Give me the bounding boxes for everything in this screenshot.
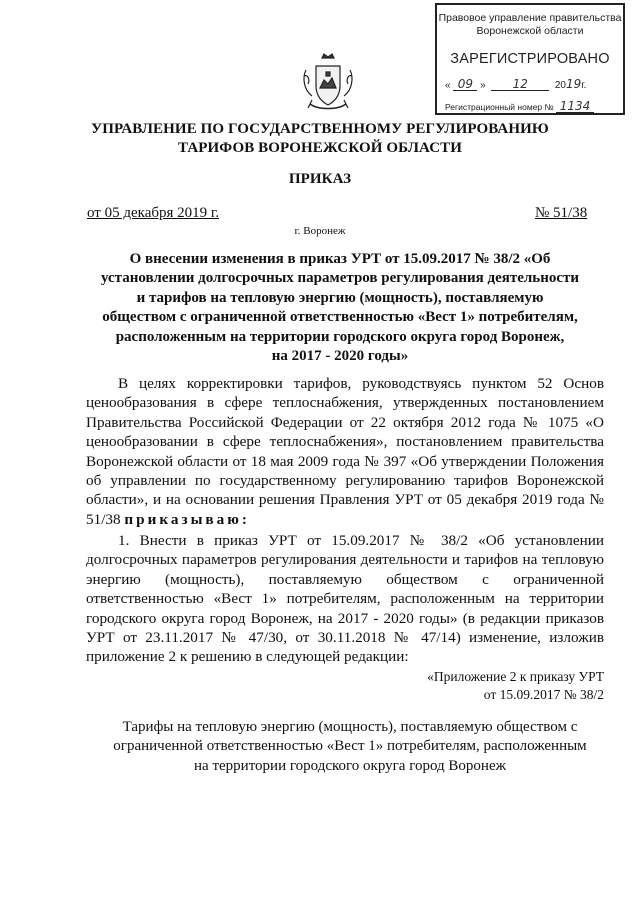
stamp-date-day: 09 (453, 79, 477, 91)
subject-line2: установлении долгосрочных параметров регулирования деятельности (100, 270, 580, 287)
tariffs-line2: ограниченной ответственностью «Вест 1» потребителям, расположенным (113, 738, 587, 755)
stamp-date-prefix: « (445, 80, 451, 91)
stamp-date-month: 12 (491, 79, 549, 91)
tariffs-line3: на территории городского округа город Воронеж (194, 757, 506, 774)
stamp-date-year: 19 (565, 77, 582, 91)
doc-type: ПРИКАЗ (288, 171, 352, 187)
stamp-date-suffix: г. (581, 80, 587, 91)
subject-line3: и тарифов на тепловую энергию (мощность), поставляемую (136, 289, 544, 306)
appendix-note (300, 668, 604, 703)
authority-line1: УПРАВЛЕНИЕ ПО ГОСУДАРСТВЕННОМУ РЕГУЛИРОВАНИЮ (91, 121, 549, 137)
stamp-reg-number: 1134 (556, 101, 594, 113)
subject-line1: О внесении изменения в приказ УРТ от 15.09.2017 № 38/2 «Об (129, 251, 551, 267)
stamp-reg-number-line (445, 101, 617, 113)
stamp-date-year-prefix: 20 (554, 80, 566, 91)
coat-of-arms-icon (300, 52, 356, 112)
stamp-status: ЗАРЕГИСТРИРОВАНО (450, 51, 610, 67)
preamble-text: В целях корректировки тарифов, руководствуясь пунктом 52 Основ ценообразования в сфере теплоснабжения, утвержденных постановлением Правительства Российской Федерации от 22 октября 2012 года № 1075 «О ценообразовании в сфере теплоснабжения», постановлением правительства Воронежской области от 18 мая 2009 года № 397 «Об утверждении Положения об управлении по государственному регулированию тарифов Воронежской области», и на основании решения Правления УРТ от 05 декабря 2019 года № 51/38 (86, 375, 604, 528)
stamp-reg-number-label: Регистрационный номер № (445, 102, 554, 112)
order-subject (80, 250, 600, 366)
authority-line2: ТАРИФОВ ВОРОНЕЖСКОЙ ОБЛАСТИ (177, 140, 463, 156)
appendix-line2: от 15.09.2017 № 38/2 (483, 686, 604, 702)
stamp-org-line2: Воронежской области (476, 25, 584, 37)
order-date: от 05 декабря 2019 г. (87, 205, 220, 221)
subject-line5: расположенным на территории городского округа город Воронеж, (115, 328, 565, 345)
directive-word: приказываю: (124, 510, 250, 528)
stamp-organization (437, 12, 623, 38)
order-number: № 51/38 (535, 205, 588, 221)
tariffs-heading (80, 718, 620, 776)
subject-line6: на 2017 - 2020 годы» (271, 348, 409, 365)
appendix-line1: «Приложение 2 к приказу УРТ (427, 669, 604, 684)
item-1-paragraph: 1. Внести в приказ УРТ от 15.09.2017 № 38/2 «Об установлении долгосрочных параметров регулирования деятельности и тарифов на тепловую энергию (мощность), поставляемую обществом с ограниченной ответственностью «Вест 1» потребителям, расположенным на территории городского округа город Воронеж, на 2017 - 2020 годы» (в редакции приказов УРТ от 23.11.2017 № 47/30, от 30.11.2018 № 47/14) изменение, изложив приложение 2 к решению в следующей редакции: (86, 532, 604, 666)
stamp-date: « 09 » 12 2019г. (445, 77, 587, 91)
city: г. Воронеж (294, 225, 346, 237)
registration-stamp (435, 3, 625, 115)
authority-header (0, 120, 640, 158)
subject-line4: обществом с ограниченной ответственностью «Вест 1» потребителям, (102, 309, 578, 326)
preamble-paragraph (86, 374, 604, 529)
tariffs-line1: Тарифы на тепловую энергию (мощность), поставляемую обществом с (122, 719, 578, 735)
stamp-org-line1: Правовое управление правительства (438, 12, 622, 24)
